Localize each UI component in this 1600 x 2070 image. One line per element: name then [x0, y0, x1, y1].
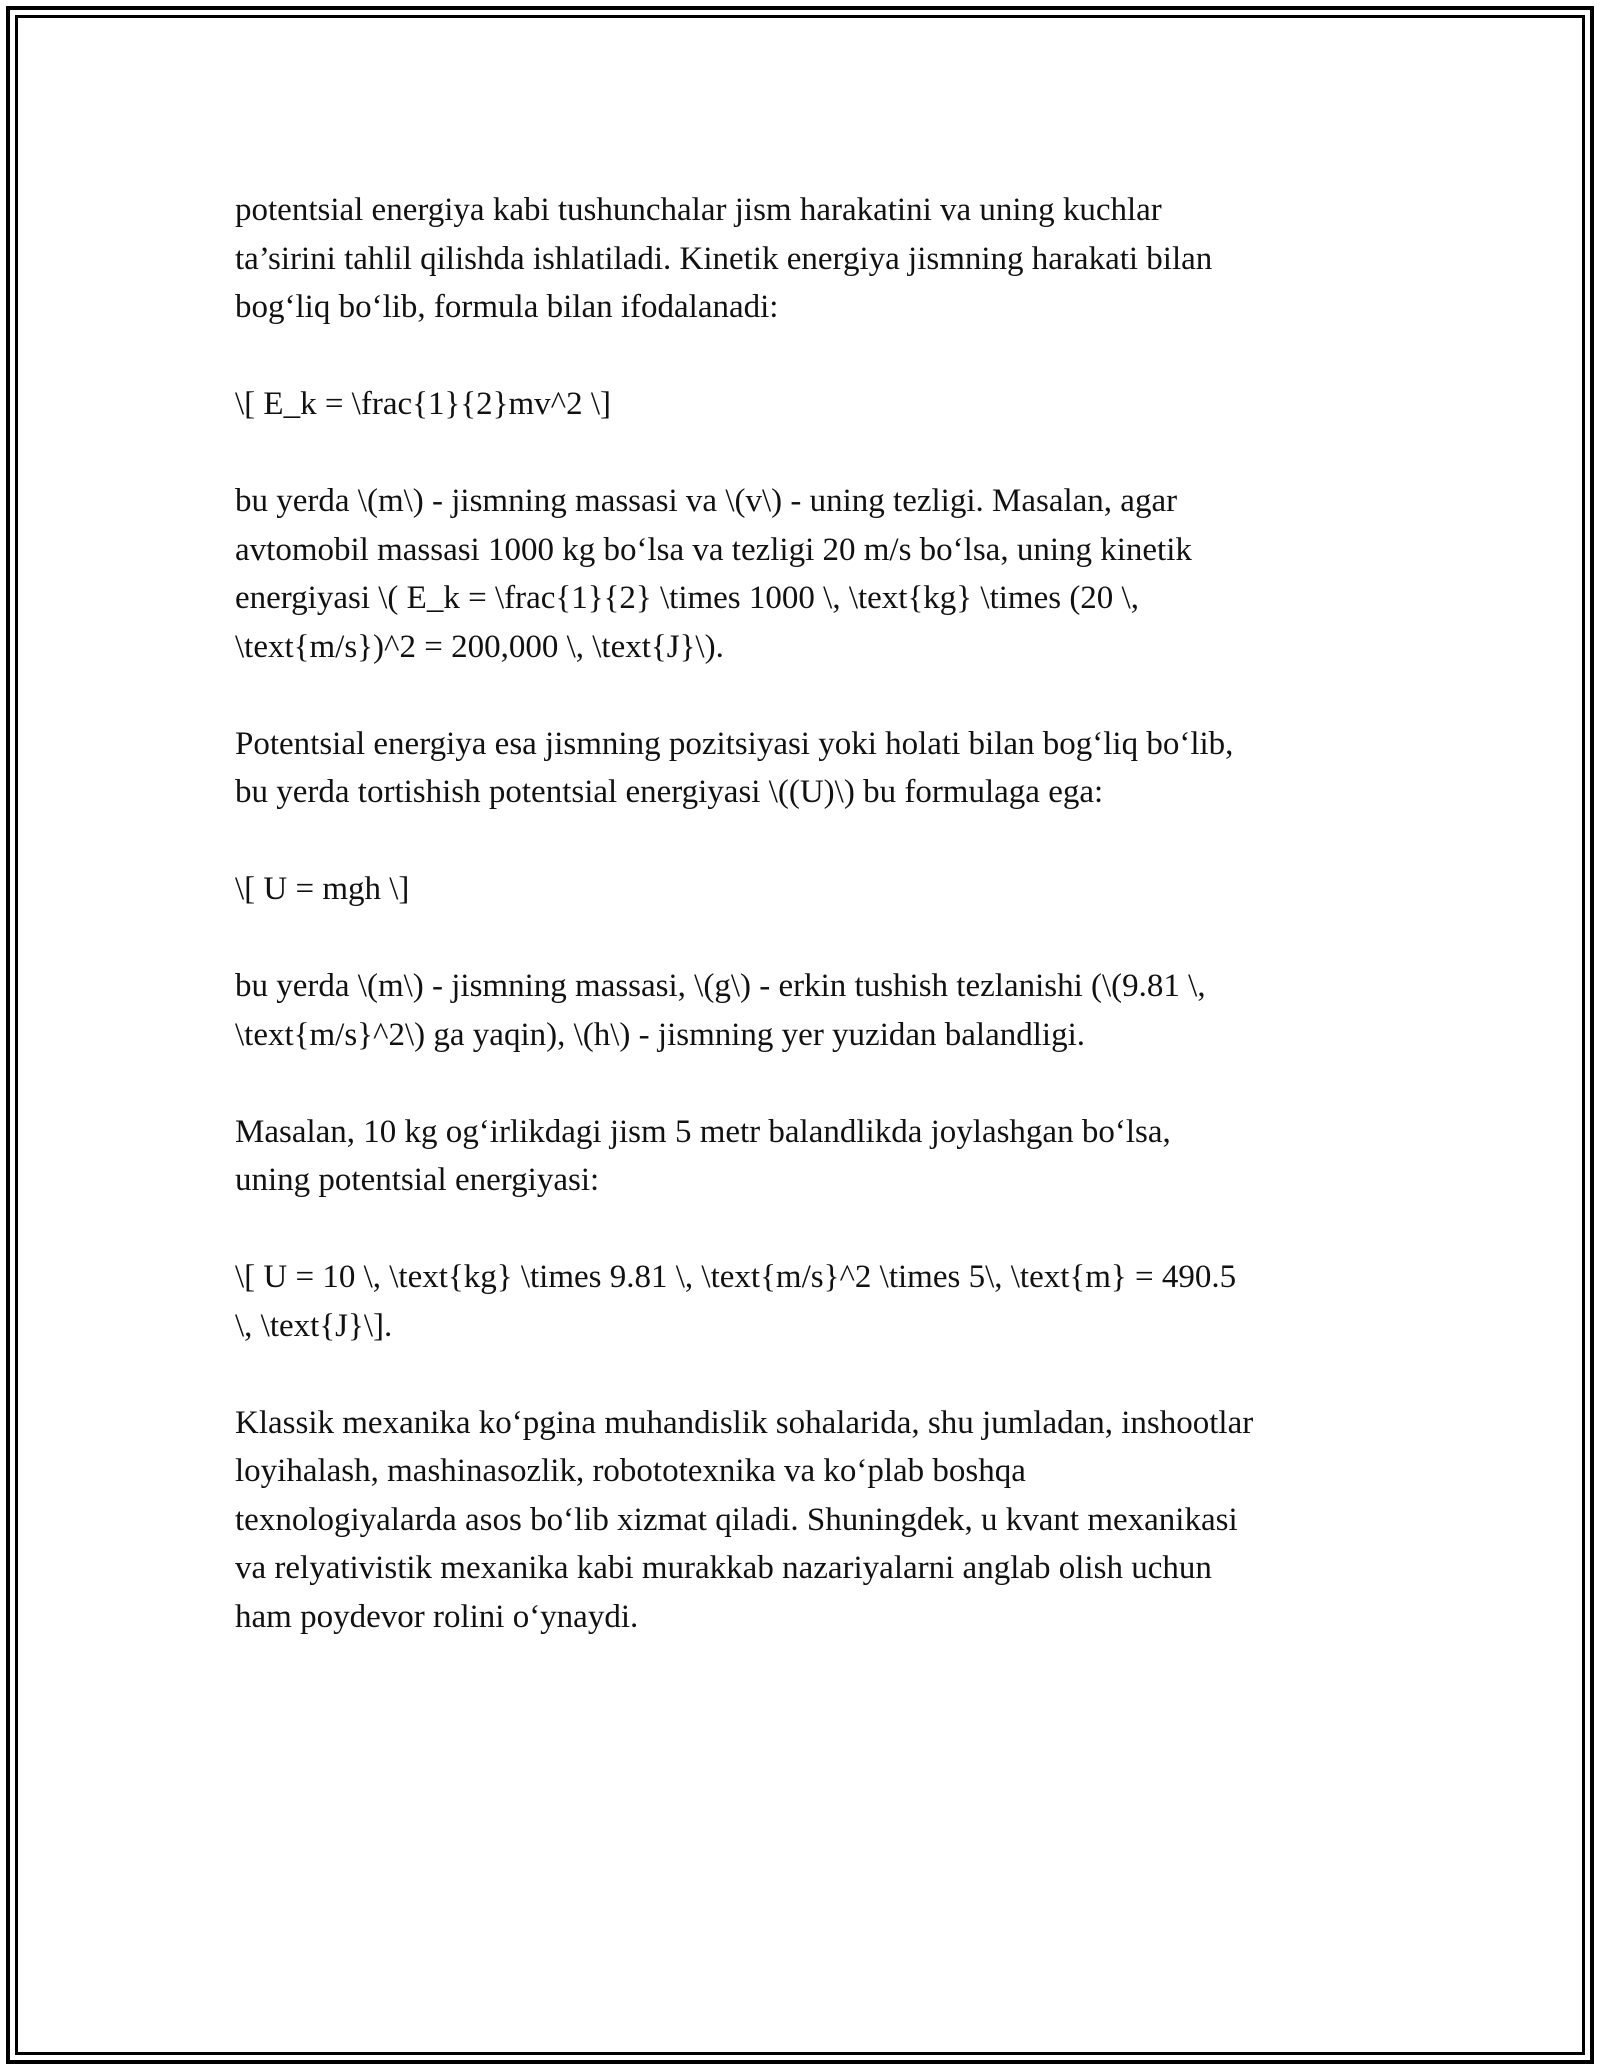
text-line: uning potentsial energiyasi:: [235, 1162, 600, 1198]
formula-potential-example: [235, 1253, 1380, 1350]
formula-kinetic-energy: [235, 380, 1380, 429]
formula-line: \[ E_k = \frac{1}{2}mv^2 \]: [235, 386, 612, 422]
text-line: ta’sirini tahlil qilishda ishlatiladi. Kinetik energiya jismning harakati bilan: [235, 240, 1213, 277]
text-line: ham poydevor rolini o‘ynaydi.: [235, 1598, 639, 1635]
paragraph-intro: [235, 186, 1380, 332]
text-line: bu yerda \(m\) - jismning massasi va \(v\) - uning tezligi. Masalan, agar: [235, 483, 1178, 519]
document-body: [235, 186, 1380, 1690]
text-line: Klassik mexanika ko‘pgina muhandislik sohalarida, shu jumladan, inshootlar: [235, 1404, 1254, 1441]
text-line: \text{m/s})^2 = 200,000 \, \text{J}\).: [235, 628, 724, 665]
paragraph-potential-intro: [235, 720, 1380, 817]
text-line: bu yerda \(m\) - jismning massasi, \(g\) - erkin tushish tezlanishi (\(9.81 \,: [235, 968, 1206, 1004]
formula-line: \[ U = 10 \, \text{kg} \times 9.81 \, \text{m/s}^2 \times 5\, \text{m} = 490.5: [235, 1259, 1237, 1295]
text-line: bog‘liq bo‘lib, formula bilan ifodalanadi:: [235, 289, 779, 325]
text-line: va relyativistik mexanika kabi murakkab nazariyalarni anglab olish uchun: [235, 1550, 1212, 1586]
text-line: texnologiyalarda asos bo‘lib xizmat qiladi. Shuningdek, u kvant mexanikasi: [235, 1501, 1238, 1538]
paragraph-potential-example: [235, 1108, 1380, 1205]
paragraph-potential-variables: [235, 962, 1380, 1059]
text-line: energiyasi \( E_k = \frac{1}{2} \times 1000 \, \text{kg} \times (20 \,: [235, 580, 1139, 616]
formula-line: \, \text{J}\].: [235, 1307, 393, 1344]
text-line: loyihalash, mashinasozlik, robototexnika va ko‘plab boshqa: [235, 1453, 1026, 1489]
paragraph-kinetic-example: [235, 477, 1380, 671]
text-line: bu yerda tortishish potentsial energiyasi \((U)\) bu formulaga ega:: [235, 774, 1104, 810]
text-line: potentsial energiya kabi tushunchalar jism harakatini va uning kuchlar: [235, 192, 1162, 228]
text-line: Masalan, 10 kg og‘irlikdagi jism 5 metr balandlikda joylashgan bo‘lsa,: [235, 1113, 1171, 1150]
text-line: \text{m/s}^2\) ga yaqin), \(h\) - jismning yer yuzidan balandligi.: [235, 1016, 1085, 1053]
paragraph-conclusion: [235, 1399, 1380, 1642]
formula-potential-energy: [235, 865, 1380, 914]
text-line: avtomobil massasi 1000 kg bo‘lsa va tezligi 20 m/s bo‘lsa, uning kinetik: [235, 531, 1192, 568]
formula-line: \[ U = mgh \]: [235, 871, 410, 907]
text-line: Potentsial energiya esa jismning pozitsiyasi yoki holati bilan bog‘liq bo‘lib,: [235, 725, 1234, 762]
